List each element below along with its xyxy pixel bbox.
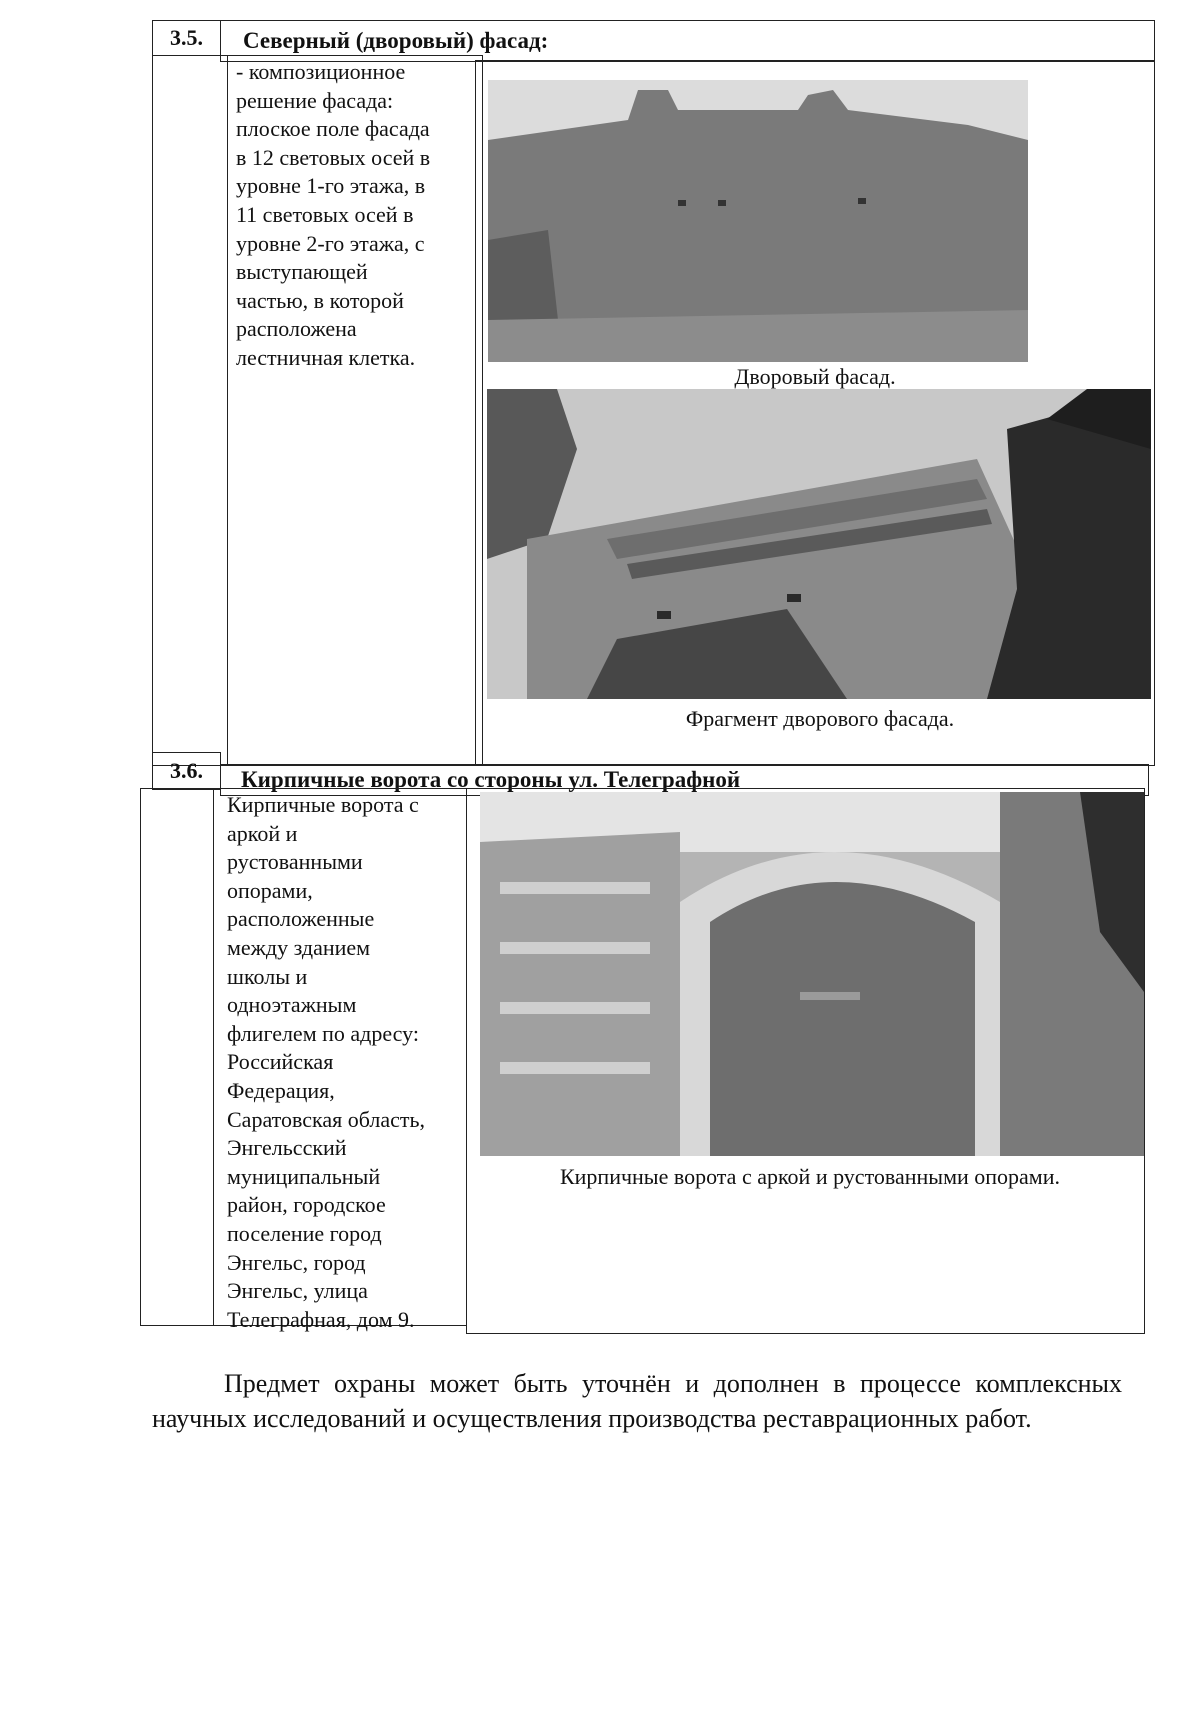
section-35-title: Северный (дворовый) фасад:	[220, 20, 1155, 62]
brick-gate-photo	[480, 792, 1144, 1156]
section-36-number: 3.6.	[152, 752, 221, 790]
facade-fragment-caption: Фрагмент дворового фасада.	[685, 706, 955, 731]
section-35-number: 3.5.	[152, 20, 221, 56]
section-36-title: Кирпичные ворота со стороны ул. Телеграфной	[220, 764, 1149, 796]
section-36-number-column	[140, 788, 214, 1326]
section-35-description: - композиционное решение фасада: плоское поле фасада в 12 световых осей в уровне 1-го этажа, в 11 световых осей в уровне 2-го этажа, с выступающей частью, в которой расположена лестничная клетка.	[227, 55, 483, 766]
facade-fragment-photo	[487, 389, 1151, 699]
brick-gate-caption: Кирпичные ворота с аркой и рустованными опорами.	[559, 1164, 1061, 1189]
section-36-description: Кирпичные ворота с аркой и рустованными опорами, расположенные между зданием школы и одноэтажным флигелем по адресу: Российская Федерация, Саратовская область, Энгельсский муниципальный район, городское поселение город Энгельс, город Энгельс, улица Телеграфная, дом 9.	[213, 788, 467, 1326]
footer-paragraph: Предмет охраны может быть уточнён и дополнен в процессе комплексных научных исследований и осуществления производства реставрационных работ.	[152, 1369, 1122, 1433]
section-35-number-column	[152, 55, 228, 766]
courtyard-facade-caption: Дворовый фасад.	[734, 364, 896, 389]
courtyard-facade-photo	[488, 80, 1028, 362]
